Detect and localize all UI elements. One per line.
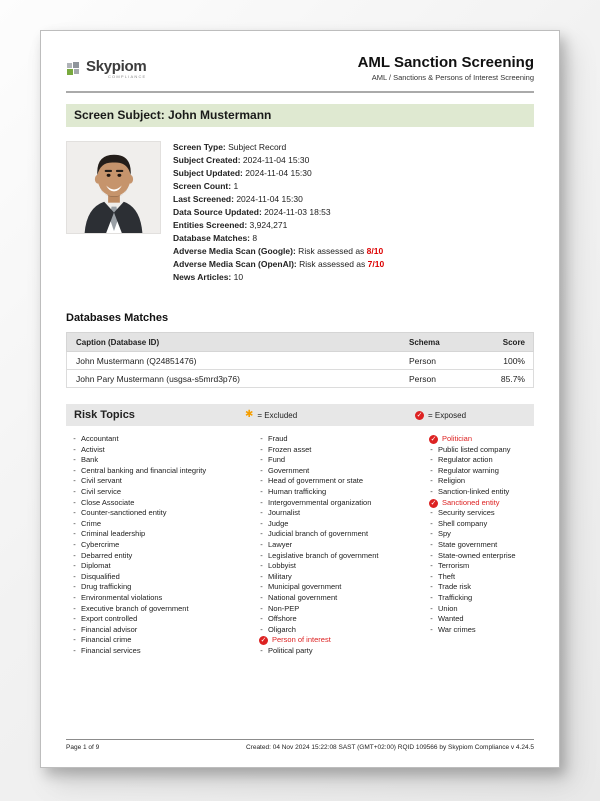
risk-topic-item	[72, 646, 259, 657]
subject-field: Entities Screened: 3,924,271	[173, 220, 288, 230]
bullet-dash: -	[430, 518, 433, 528]
risk-topic-item	[72, 508, 259, 519]
bullet-dash: -	[260, 561, 263, 571]
risk-topic-label: Financial advisor	[81, 624, 138, 634]
bullet-dash: -	[73, 444, 76, 454]
bullet-dash: -	[260, 603, 263, 613]
col-schema: Schema	[409, 337, 440, 347]
risk-topic-item	[72, 625, 259, 636]
risk-topic-item	[429, 614, 534, 625]
bullet-dash: -	[73, 486, 76, 496]
subject-summary	[66, 141, 534, 284]
bullet-dash: -	[430, 444, 433, 454]
legend-exposed-label: = Exposed	[428, 410, 467, 420]
bullet-dash: -	[260, 592, 263, 602]
risk-topic-item	[72, 593, 259, 604]
bullet-dash: -	[430, 476, 433, 486]
subject-field: News Articles: 10	[173, 272, 244, 282]
risk-topic-label: Drug trafficking	[81, 582, 132, 592]
table-row: John Mustermann (Q24851476) Person 100%	[66, 352, 534, 370]
subject-field: Data Source Updated: 2024-11-03 18:53	[173, 207, 331, 217]
risk-topic-label: Wanted	[438, 614, 464, 624]
bullet-dash: -	[430, 624, 433, 634]
risk-topic-label: Financial services	[81, 645, 141, 655]
risk-topic-label: Crime	[81, 518, 101, 528]
skypiom-logo	[66, 59, 146, 79]
document-title: AML Sanction Screening	[357, 54, 534, 71]
risk-topic-label: State-owned enterprise	[438, 550, 516, 560]
risk-topic-label: Non-PEP	[268, 603, 300, 613]
risk-topic-label: Cybercrime	[81, 539, 120, 549]
risk-topic-item	[72, 551, 259, 562]
bullet-dash: -	[430, 582, 433, 592]
risk-topic-label: Oligarch	[268, 624, 296, 634]
risk-topic-label: Person of interest	[272, 635, 331, 645]
report-footer	[66, 739, 534, 751]
asterisk-icon: ✱	[245, 409, 254, 420]
bullet-dash: -	[260, 624, 263, 634]
check-circle-icon: ✓	[430, 499, 437, 507]
bullet-dash: -	[73, 539, 76, 549]
bullet-dash: -	[430, 539, 433, 549]
risk-topic-label: Military	[268, 571, 292, 581]
risk-topic-item	[429, 593, 534, 604]
risk-topic-item	[429, 551, 534, 562]
risk-topic-item	[259, 445, 429, 456]
check-circle-icon: ✓	[430, 436, 437, 443]
risk-topic-item	[429, 487, 534, 498]
risk-topic-item	[259, 434, 429, 445]
risk-topic-label: Union	[438, 603, 458, 613]
risk-topic-label: Sanction-linked entity	[438, 486, 510, 496]
subject-field: Subject Created: 2024-11-04 15:30	[173, 155, 310, 165]
risk-topic-label: Environmental violations	[81, 592, 163, 602]
table-header-row	[66, 332, 534, 352]
risk-topic-item	[429, 582, 534, 593]
risk-topic-item	[72, 445, 259, 456]
page-number: Page 1 of 9	[66, 744, 100, 751]
bullet-dash: -	[73, 582, 76, 592]
risk-topic-label: War crimes	[438, 624, 476, 634]
risk-topic-item	[259, 561, 429, 572]
risk-topic-label: Close Associate	[81, 497, 135, 507]
risk-topic-item	[259, 551, 429, 562]
risk-topic-label: Journalist	[268, 508, 301, 518]
database-matches-table	[66, 332, 534, 388]
risk-topic-item	[429, 540, 534, 551]
bullet-dash: -	[260, 582, 263, 592]
risk-topic-item	[259, 487, 429, 498]
bullet-dash: -	[260, 518, 263, 528]
col-caption: Caption (Database ID)	[76, 337, 160, 347]
bullet-dash: -	[430, 465, 433, 475]
risk-topic-label: Municipal government	[268, 582, 342, 592]
risk-topic-item	[259, 572, 429, 583]
bullet-dash: -	[430, 603, 433, 613]
risk-topic-item	[259, 519, 429, 530]
bullet-dash: -	[260, 645, 263, 655]
risk-topic-item	[72, 614, 259, 625]
risk-topic-item	[429, 604, 534, 615]
risk-topic-item	[72, 540, 259, 551]
risk-topic-item	[429, 625, 534, 636]
risk-topic-label: Export controlled	[81, 614, 138, 624]
risk-topic-label: Judge	[268, 518, 289, 528]
table-row: John Pary Mustermann (usgsa-s5mrd3p76) Person 85.7%	[66, 370, 534, 388]
risk-topic-label: Terrorism	[438, 561, 470, 571]
subject-field: Last Screened: 2024-11-04 15:30	[173, 194, 303, 204]
bullet-dash: -	[73, 550, 76, 560]
risk-topic-item	[259, 614, 429, 625]
risk-topic-label: Theft	[438, 571, 456, 581]
bullet-dash: -	[73, 614, 76, 624]
risk-topic-label: Political party	[268, 645, 313, 655]
risk-topic-label: Debarred entity	[81, 550, 133, 560]
risk-topics-column-1	[72, 434, 259, 656]
risk-topic-item	[429, 434, 534, 445]
col-score: Score	[502, 337, 525, 347]
risk-topic-item	[259, 498, 429, 509]
risk-topics-column-2	[259, 434, 429, 656]
risk-topic-item	[429, 498, 534, 509]
bullet-dash: -	[430, 592, 433, 602]
risk-topic-item	[259, 466, 429, 477]
legend-excluded-label: = Excluded	[257, 410, 298, 420]
risk-topic-label: Financial crime	[81, 635, 132, 645]
risk-topic-item	[429, 561, 534, 572]
risk-topics-list	[66, 434, 534, 656]
risk-topic-item	[429, 508, 534, 519]
bullet-dash: -	[73, 592, 76, 602]
risk-topic-label: Civil service	[81, 486, 122, 496]
bullet-dash: -	[73, 635, 76, 645]
risk-topic-item	[429, 466, 534, 477]
report-header	[66, 31, 534, 93]
risk-topic-item	[72, 487, 259, 498]
risk-topic-item	[429, 529, 534, 540]
risk-topic-item	[72, 529, 259, 540]
risk-topic-label: Trafficking	[438, 592, 473, 602]
risk-topic-item	[259, 625, 429, 636]
risk-topic-label: Intergovernmental organization	[268, 497, 372, 507]
risk-topic-label: Executive branch of government	[81, 603, 189, 613]
risk-topic-item	[429, 476, 534, 487]
risk-topic-item	[259, 540, 429, 551]
risk-topic-label: Fund	[268, 455, 286, 465]
brand-subtext: COMPLIANCE	[107, 73, 147, 79]
risk-topic-label: Accountant	[81, 434, 119, 443]
risk-topic-item	[72, 519, 259, 530]
bullet-dash: -	[430, 550, 433, 560]
risk-topic-label: Head of government or state	[268, 476, 364, 486]
risk-topic-label: Lobbyist	[268, 561, 296, 571]
subject-field: Adverse Media Scan (OpenAI): Risk assessed as 7/10	[173, 259, 385, 269]
legend-exposed	[415, 411, 466, 420]
bullet-dash: -	[73, 465, 76, 475]
risk-topic-label: Politician	[442, 434, 473, 443]
table-body	[66, 352, 534, 388]
bullet-dash: -	[260, 486, 263, 496]
risk-topic-item	[72, 476, 259, 487]
bullet-dash: -	[260, 539, 263, 549]
risk-topic-label: Legislative branch of government	[268, 550, 379, 560]
risk-topics-header	[66, 404, 534, 426]
report-page	[40, 30, 560, 768]
risk-topic-item	[72, 466, 259, 477]
risk-topic-label: Sanctioned entity	[442, 497, 500, 507]
risk-topics-column-3	[429, 434, 534, 656]
bullet-dash: -	[430, 508, 433, 518]
risk-topic-item	[72, 635, 259, 646]
risk-topic-label: Regulator action	[438, 455, 493, 465]
risk-topic-label: Bank	[81, 455, 99, 465]
bullet-dash: -	[260, 455, 263, 465]
risk-topic-item	[72, 604, 259, 615]
risk-topic-item	[259, 476, 429, 487]
risk-topic-label: Disqualified	[81, 571, 120, 581]
bullet-dash: -	[260, 444, 263, 454]
risk-topic-item	[259, 635, 429, 646]
bullet-dash: -	[73, 434, 76, 443]
bullet-dash: -	[73, 561, 76, 571]
bullet-dash: -	[73, 476, 76, 486]
subject-field: Screen Count: 1	[173, 181, 239, 191]
bullet-dash: -	[73, 603, 76, 613]
risk-topic-label: Shell company	[438, 518, 488, 528]
risk-topic-label: Trade risk	[438, 582, 472, 592]
risk-topic-label: Central banking and financial integrity	[81, 465, 207, 475]
subject-field: Subject Updated: 2024-11-04 15:30	[173, 168, 312, 178]
bullet-dash: -	[430, 486, 433, 496]
bullet-dash: -	[430, 614, 433, 624]
bullet-dash: -	[73, 497, 76, 507]
risk-topic-label: State government	[438, 539, 498, 549]
bullet-dash: -	[260, 465, 263, 475]
subject-field: Screen Type: Subject Record	[173, 142, 287, 152]
risk-topic-label: Counter-sanctioned entity	[81, 508, 167, 518]
risk-topic-item	[72, 434, 259, 445]
risk-topic-item	[259, 604, 429, 615]
risk-topic-item	[72, 582, 259, 593]
bullet-dash: -	[260, 497, 263, 507]
risk-topic-label: Spy	[438, 529, 451, 539]
risk-topic-label: Security services	[438, 508, 495, 518]
risk-topic-item	[72, 572, 259, 583]
risk-topic-item	[429, 445, 534, 456]
risk-topic-item	[429, 572, 534, 583]
bullet-dash: -	[73, 624, 76, 634]
risk-topic-item	[429, 519, 534, 530]
skypiom-logo-icon	[66, 61, 81, 76]
created-info: Created: 04 Nov 2024 15:22:08 SAST (GMT+02:00) RQID 109566 by Skypiom Compliance v 4.24.5	[245, 744, 534, 751]
risk-topic-label: Human trafficking	[268, 486, 327, 496]
bullet-dash: -	[430, 529, 433, 539]
brand-name: Skypiom	[86, 57, 147, 75]
risk-topic-label: Regulator warning	[438, 465, 499, 475]
bullet-dash: -	[260, 508, 263, 518]
subject-fields	[173, 141, 384, 284]
risk-topic-label: Fraud	[268, 434, 288, 443]
bullet-dash: -	[260, 529, 263, 539]
subject-field: Adverse Media Scan (Google): Risk assessed as 8/10	[173, 246, 384, 256]
bullet-dash: -	[260, 550, 263, 560]
bullet-dash: -	[73, 529, 76, 539]
risk-topic-item	[259, 593, 429, 604]
risk-topic-label: Religion	[438, 476, 466, 486]
risk-topic-item	[259, 582, 429, 593]
risk-topic-item	[259, 529, 429, 540]
bullet-dash: -	[73, 571, 76, 581]
risk-topic-label: Lawyer	[268, 539, 293, 549]
subject-photo	[66, 141, 161, 234]
risk-topic-item	[72, 455, 259, 466]
risk-topic-label: Frozen asset	[268, 444, 312, 454]
bullet-dash: -	[73, 518, 76, 528]
bullet-dash: -	[73, 455, 76, 465]
bullet-dash: -	[430, 561, 433, 571]
bullet-dash: -	[430, 571, 433, 581]
risk-topic-label: Diplomat	[81, 561, 111, 571]
risk-topic-item	[72, 561, 259, 572]
risk-topics-heading: Risk Topics	[74, 409, 135, 421]
risk-topic-item	[259, 508, 429, 519]
bullet-dash: -	[260, 434, 263, 443]
bullet-dash: -	[260, 571, 263, 581]
subject-field: Database Matches: 8	[173, 233, 258, 243]
document-subtitle: AML / Sanctions & Persons of Interest Screening	[371, 73, 534, 82]
risk-topic-label: Judicial branch of government	[268, 529, 369, 539]
risk-topic-label: National government	[268, 592, 338, 602]
risk-topic-label: Government	[268, 465, 310, 475]
risk-topic-label: Offshore	[268, 614, 297, 624]
check-circle-icon: ✓	[416, 411, 423, 419]
risk-topic-label: Activist	[81, 444, 105, 454]
bullet-dash: -	[260, 614, 263, 624]
risk-topic-item	[429, 455, 534, 466]
bullet-dash: -	[73, 508, 76, 518]
risk-topic-label: Public listed company	[438, 444, 511, 454]
bullet-dash: -	[430, 455, 433, 465]
bullet-dash: -	[73, 645, 76, 655]
bullet-dash: -	[260, 476, 263, 486]
database-matches-heading: Databases Matches	[66, 312, 169, 324]
risk-topic-label: Civil servant	[81, 476, 122, 486]
risk-topic-item	[259, 646, 429, 657]
screen-subject-heading: Screen Subject: John Mustermann	[66, 104, 534, 127]
risk-topic-item	[259, 455, 429, 466]
check-circle-icon: ✓	[260, 637, 267, 645]
risk-topic-item	[72, 498, 259, 509]
risk-topic-label: Criminal leadership	[81, 529, 146, 539]
legend-excluded	[245, 410, 415, 420]
